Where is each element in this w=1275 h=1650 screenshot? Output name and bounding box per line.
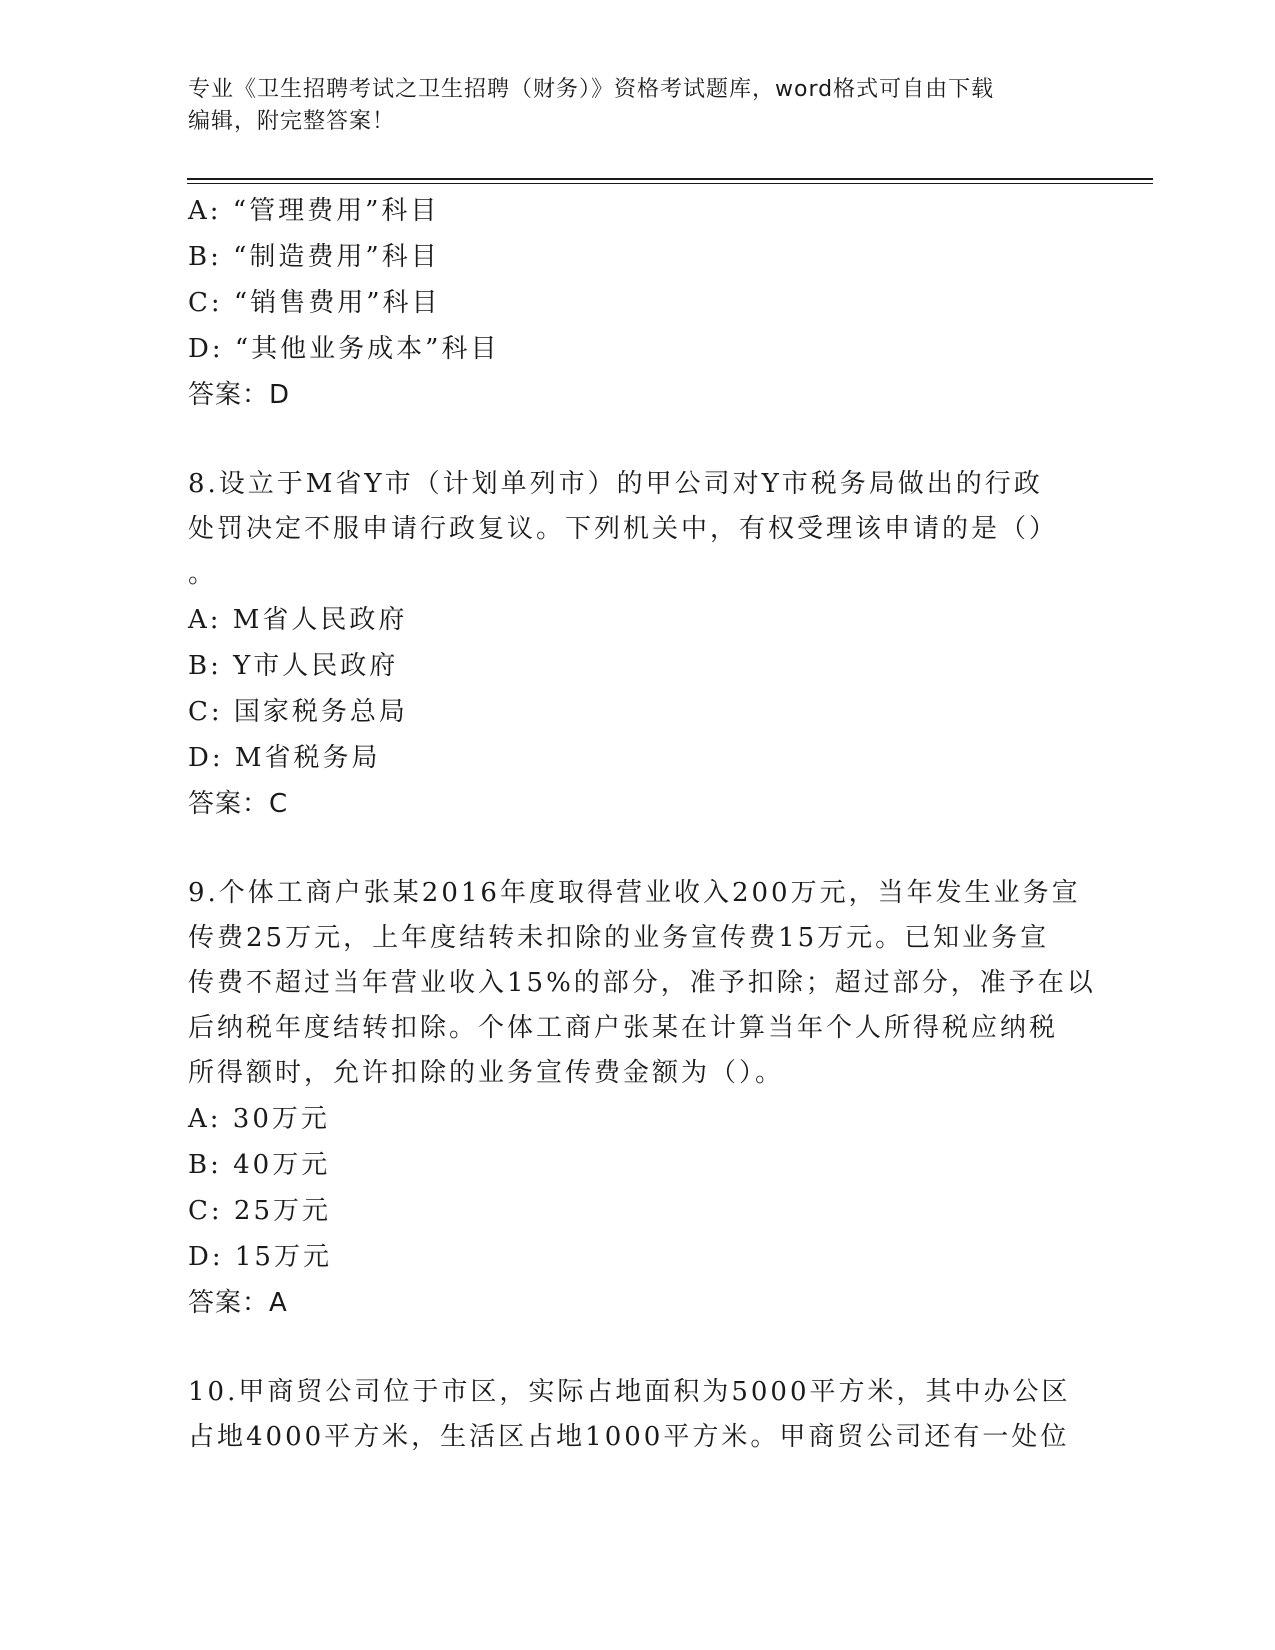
question-8 (188, 462, 1088, 827)
option-d: D: 15万元 (188, 1242, 332, 1272)
stem-line: 。 (188, 559, 218, 589)
question-stem (188, 462, 1088, 597)
option-d: D: “其他业务成本”科目 (188, 334, 500, 364)
option-c: C: 国家税务总局 (188, 697, 408, 727)
header-divider-thin (187, 183, 1153, 184)
document-header (188, 74, 1088, 138)
option-b: B: 40万元 (188, 1150, 331, 1180)
stem-line: 处罚决定不服申请行政复议。下列机关中，有权受理该申请的是（） (188, 514, 1059, 544)
spacer (188, 1326, 1088, 1370)
header-line-1: 专业《卫生招聘考试之卫生招聘（财务）》资格考试题库，word格式可自由下载 (188, 77, 995, 102)
option-c: C: “销售费用”科目 (188, 288, 441, 318)
option-c: C: 25万元 (188, 1196, 332, 1226)
answer-line: 答案：D (188, 380, 291, 410)
question-stem (188, 1370, 1088, 1460)
stem-line: 所得额时，允许扣除的业务宣传费金额为（）。 (188, 1058, 785, 1088)
question-list (188, 188, 1096, 1460)
option-b: B: “制造费用”科目 (188, 242, 440, 272)
header-line-2: 编辑，附完整答案！ (188, 109, 396, 134)
header-divider-thick (187, 178, 1153, 180)
question-9 (188, 871, 1096, 1326)
question-7 (188, 188, 1088, 418)
option-a: A: 30万元 (188, 1104, 330, 1134)
option-d: D: M省税务局 (188, 743, 381, 773)
stem-line: 传费不超过当年营业收入15%的部分，准予扣除；超过部分，准予在以 (188, 968, 1096, 998)
option-b: B: Y市人民政府 (188, 651, 399, 681)
stem-line: 8.设立于M省Y市（计划单列市）的甲公司对Y市税务局做出的行政 (188, 469, 1043, 499)
stem-line: 10.甲商贸公司位于市区，实际占地面积为5000平方米，其中办公区 (188, 1377, 1071, 1407)
answer-line: 答案：C (188, 789, 289, 819)
stem-line: 传费25万元，上年度结转未扣除的业务宣传费15万元。已知业务宣 (188, 923, 1050, 953)
spacer (188, 418, 1088, 462)
question-stem (188, 871, 1096, 1096)
stem-line: 后纳税年度结转扣除。个体工商户张某在计算当年个人所得税应纳税 (188, 1013, 1059, 1043)
question-10 (188, 1370, 1088, 1460)
stem-line: 9.个体工商户张某2016年度取得营业收入200万元，当年发生业务宣 (188, 878, 1081, 908)
option-a: A: M省人民政府 (188, 605, 408, 635)
option-a: A: “管理费用”科目 (188, 196, 440, 226)
stem-line: 占地4000平方米，生活区占地1000平方米。甲商贸公司还有一处位 (188, 1422, 1070, 1452)
answer-line: 答案：A (188, 1288, 288, 1318)
spacer (188, 827, 1088, 871)
